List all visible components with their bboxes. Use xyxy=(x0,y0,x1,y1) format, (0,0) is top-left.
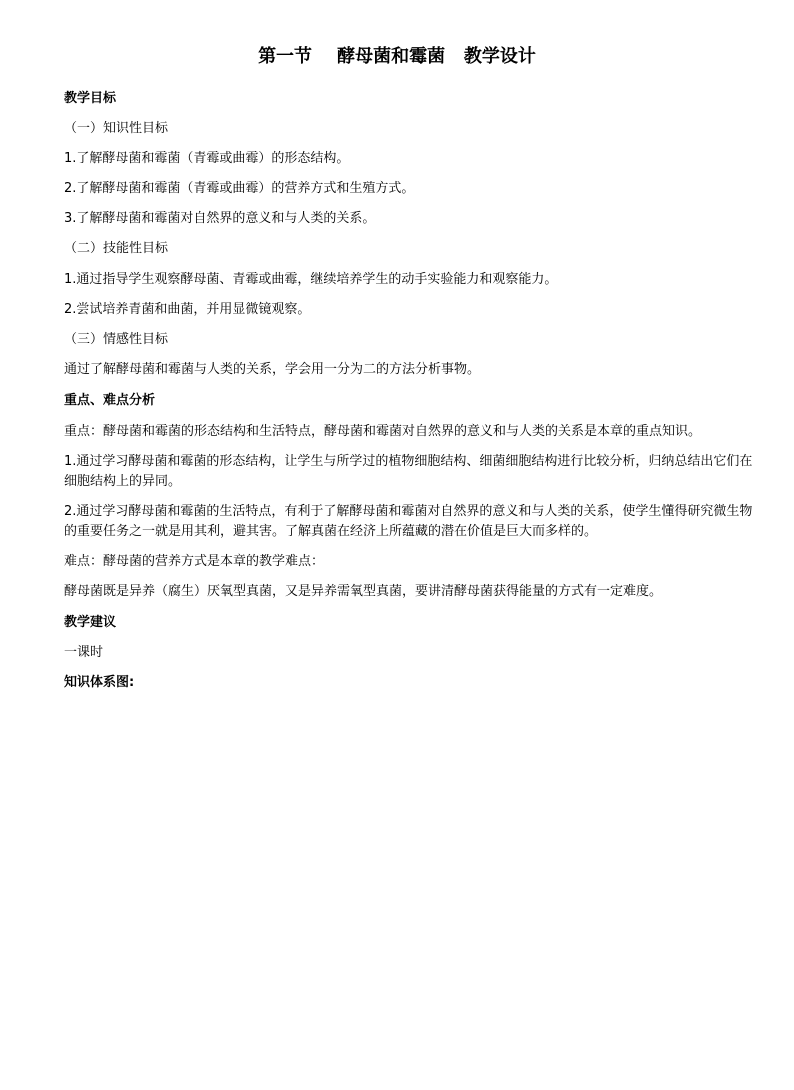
page-title: 第一节 酵母菌和霉菌 教学设计 xyxy=(258,46,536,67)
heading-suggestion: 教学建议 xyxy=(64,615,117,630)
skill-goal-2: 2.尝试培养青菌和曲菌，并用显微镜观察。 xyxy=(64,302,311,317)
label-emotion-goals: （三）情感性目标 xyxy=(64,332,169,347)
key-point-text: 重点：酵母菌和霉菌的形态结构和生活特点，酵母菌和霉菌对自然界的意义和与人类的关系是本章的重点知识。 xyxy=(64,424,702,439)
emotion-goal-text: 通过了解酵母菌和霉菌与人类的关系，学会用一分为二的方法分析事物。 xyxy=(64,362,481,377)
suggestion-text: 一课时 xyxy=(64,645,104,660)
difficulty-text: 难点：酵母菌的营养方式是本章的教学难点： xyxy=(64,554,325,569)
knowledge-goal-3: 3.了解酵母菌和霉菌对自然界的意义和与人类的关系。 xyxy=(64,211,376,226)
label-knowledge-goals: （一）知识性目标 xyxy=(64,121,169,136)
key-point-2: 2.通过学习酵母菌和霉菌的生活特点，有利于了解酵母菌和霉菌对自然界的意义和与人类的关系，使学生懂得研究微生物的重要任务之一就是用其利，避其害。了解真菌在经济上所蕴藏的潜在价值是巨大而多样的。 xyxy=(64,504,753,539)
difficulty-detail: 酵母菌既是异养（腐生）厌氧型真菌，又是异养需氧型真菌，要讲清酵母菌获得能量的方式有一定难度。 xyxy=(64,584,663,599)
label-skill-goals: （二）技能性目标 xyxy=(64,241,169,256)
knowledge-goal-1: 1.了解酵母菌和霉菌（青霉或曲霉）的形态结构。 xyxy=(64,151,350,166)
skill-goal-1: 1.通过指导学生观察酵母菌、青霉或曲霉，继续培养学生的动手实验能力和观察能力。 xyxy=(64,272,558,287)
key-point-1: 1.通过学习酵母菌和霉菌的形态结构，让学生与所学过的植物细胞结构、细菌细胞结构进行比较分析，归纳总结出它们在细胞结构上的异同。 xyxy=(64,454,753,489)
heading-knowledge-map: 知识体系图: xyxy=(64,675,135,690)
knowledge-goal-2: 2.了解酵母菌和霉菌（青霉或曲霉）的营养方式和生殖方式。 xyxy=(64,181,415,196)
heading-key-points: 重点、难点分析 xyxy=(64,393,156,408)
heading-teaching-goals: 教学目标 xyxy=(64,91,117,106)
